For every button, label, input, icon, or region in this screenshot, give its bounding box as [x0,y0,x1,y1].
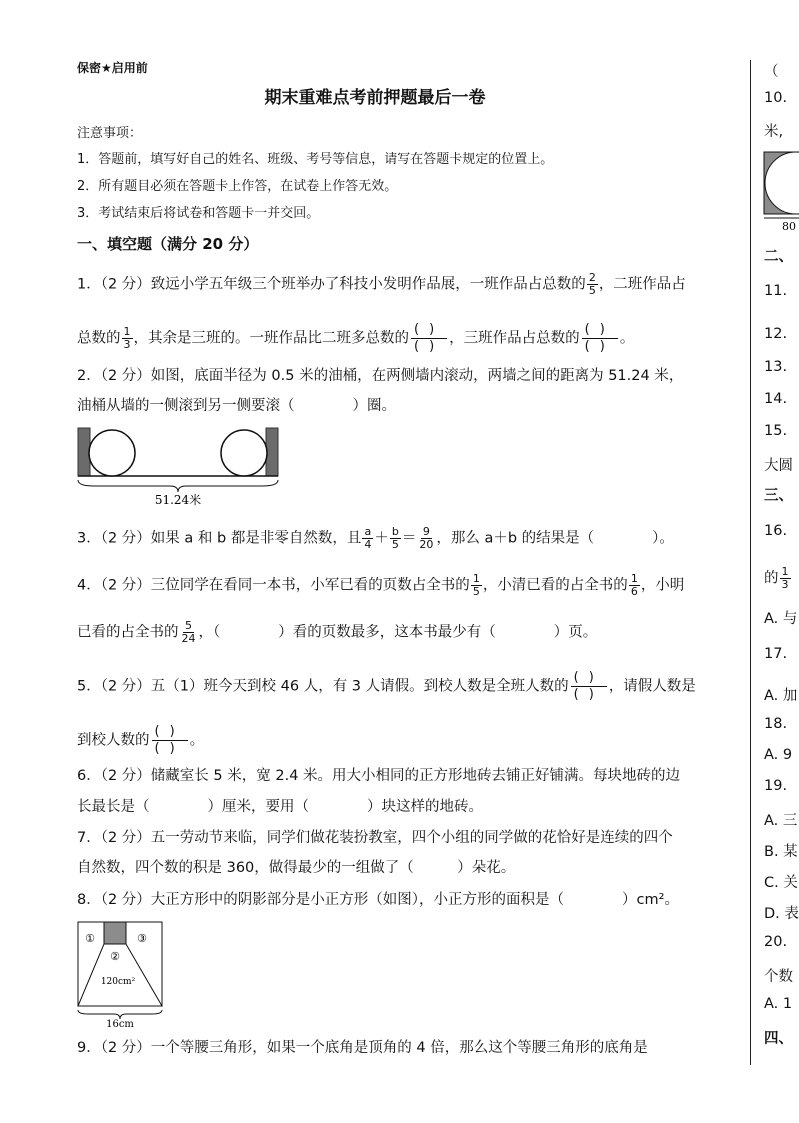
q1-text: ，三班作品占总数的 [449,330,580,347]
right-mi: 米, [764,124,784,140]
right-de-text: 的 [764,570,779,587]
region-3-label: ③ [137,932,147,945]
answer-fraction-blank: () () [571,670,607,703]
right-option: A. 与 [764,611,798,627]
right-q17: 17. [764,646,788,662]
right-option: D. 表 [764,906,799,922]
notice-item: 1．答题前，填写好自己的姓名、班级、考号等信息，请写在答题卡规定的位置上。 [77,152,554,167]
square-figure [74,918,168,1030]
question-3 [77,526,674,551]
right-section-2: 二、 [764,249,793,265]
question-5 [77,670,696,703]
question-9: 9．（2 分）一个等腰三角形，如果一个底角是顶角的 4 倍，那么这个等腰三角形的底角是 [77,1040,648,1056]
question-5-cont [77,724,204,757]
question-1-cont [77,322,634,355]
fraction: $\frac{1}{6}$ [630,572,638,598]
width-brace [78,1010,162,1019]
notice-item: 2．所有题目必须在答题卡上作答，在试卷上作答无效。 [77,179,398,194]
right-option: A. 9 [764,747,793,763]
confidential-label: 保密★启用前 [77,61,148,75]
q5-text: 5．（2 分）五（1）班今天到校 46 人，有 3 人请假。到校人数是全班人数的 [77,678,569,695]
right-q19: 19. [764,778,788,794]
right-q13: 13. [764,359,788,375]
plus-sign: ＋ [374,530,389,547]
q1-text: ，二班作品占 [598,276,686,293]
q1-text: 总数的 [77,330,121,347]
right-option: A. 加 [764,688,798,704]
right-q11: 11. [764,283,788,299]
right-q18: 18. [764,716,788,732]
question-7: 7．（2 分）五一劳动节来临，同学们做花装扮教室，四个小组的同学做的花恰好是连续的四个 [77,830,673,846]
right-paren: （ [764,64,779,80]
fraction: $\frac{b}{5}$ [391,525,399,551]
question-4-cont [77,620,597,645]
q1-text: ，其余是三班的。一班作品比二班多总数的 [133,330,409,347]
right-wall [266,428,278,476]
answer-fraction-blank: () () [582,322,618,355]
q3-text: ，那么 a＋b 的结果是（ ）。 [436,530,674,547]
left-wall [78,428,90,476]
question-1 [77,272,686,297]
right-option: C. 关 [764,875,798,891]
right-q10: 10. [764,90,788,106]
barrel-left [89,430,135,476]
right-q10-figure [760,148,794,232]
q4-text: ，小清已看的占全书的 [482,577,628,594]
question-6-cont: 长最长是（ ）厘米，要用（ ）块这样的地砖。 [77,799,483,815]
question-7-cont: 自然数，四个数的积是 360，做得最少的一组做了（ ）朵花。 [77,860,516,876]
q1-text: 1．（2 分）致远小学五年级三个班举办了科技小发明作品展，一班作品占总数的 [77,276,586,293]
area-label: 120cm² [100,977,136,987]
barrel-right [221,430,267,476]
distance-brace [78,480,278,492]
q4-text: 已看的占全书的 [77,624,179,641]
right-option: B. 某 [764,844,798,860]
right-geshu: 个数 [764,969,793,985]
right-dayuan: 大圆 [764,458,793,474]
right-q15: 15. [764,423,788,439]
right-q16: 16. [764,523,788,539]
column-divider [750,60,751,1065]
equals-sign: ＝ [401,530,417,547]
q4-text: ，小明 [640,577,685,594]
right-q20: 20. [764,934,788,950]
q5-text: ，请假人数是 [608,678,696,695]
answer-fraction-blank: () () [411,322,447,355]
question-6: 6．（2 分）储藏室长 5 米，宽 2.4 米。用大小相同的正方形地砖去铺正好铺满。每块地砖的边 [77,768,681,784]
fraction: $\frac{5}{24}$ [181,619,196,645]
fraction: $\frac{9}{20}$ [419,525,434,551]
distance-label: 51.24米 [154,493,202,507]
section-title: 一、填空题（满分 20 分） [77,235,259,253]
q5-text: 。 [189,732,205,749]
right-section-4: 四、 [764,1031,793,1047]
width-label: 16cm [106,1019,134,1030]
fraction: $\frac{1}{3}$ [781,565,789,591]
region-1-label: ① [85,932,95,945]
q5-text: 到校人数的 [77,732,150,749]
right-q14: 14. [764,391,788,407]
q1-text: 。 [619,330,635,347]
notice-label: 注意事项： [77,126,143,141]
question-4 [77,573,684,598]
page-title: 期末重难点考前押题最后一卷 [264,88,486,108]
right-section-3: 三、 [764,488,793,504]
q3-text: 3．（2 分）如果 a 和 b 都是非零自然数，且 [77,530,362,547]
answer-fraction-blank: () () [152,724,188,757]
right-q12: 12. [764,326,788,342]
q4-text: ，（ ）看的页数最多，这本书最少有（ ）页。 [198,624,598,641]
question-2: 2．（2 分）如图，底面半径为 0.5 米的油桶，在两侧墙内滚动，两墙之间的距离为 51.24 米， [77,368,684,384]
right-option: A. 1 [764,996,793,1012]
question-8: 8．（2 分）大正方形中的阴影部分是小正方形（如图），小正方形的面积是（ ）cm²。 [77,892,679,908]
right-option: A. 三 [764,813,798,829]
region-2-label: ② [110,950,120,963]
dimension-label: 80 [782,220,796,233]
fraction: $\frac{1}{3}$ [123,325,131,351]
right-de [764,566,792,591]
fraction: $\frac{1}{5}$ [472,572,480,598]
fraction: $\frac{a}{4}$ [364,525,372,551]
notice-item: 3．考试结束后将试卷和答题卡一并交回。 [77,206,320,221]
small-square-shaded [104,922,126,944]
question-2-cont: 油桶从墙的一侧滚到另一侧要滚（ ）圈。 [77,398,396,414]
oil-barrel-figure [74,424,286,508]
q4-text: 4．（2 分）三位同学在看同一本书，小军已看的页数占全书的 [77,577,470,594]
fraction: $\frac{2}{5}$ [588,271,596,297]
